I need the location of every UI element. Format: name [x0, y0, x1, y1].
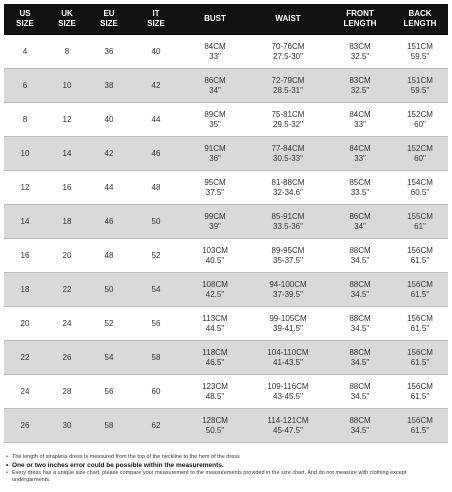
waist-cell — [248, 239, 328, 272]
front-length-cell-inch: 32.5" — [350, 85, 370, 95]
front-length-cell-cm: 88CM — [349, 245, 371, 255]
size-chart-table — [4, 4, 448, 443]
waist-cell — [248, 375, 328, 408]
back-length-cell-inch: 59.5" — [410, 51, 430, 61]
it-size-cell: 56 — [151, 319, 161, 328]
back-length-cell — [392, 307, 448, 340]
eu-size-cell: 48 — [104, 251, 114, 260]
front-length-cell-inch: 33" — [354, 153, 366, 163]
bust-cell — [182, 273, 248, 306]
waist-cell — [248, 35, 328, 68]
bust-cell-inch: 34" — [209, 85, 221, 95]
front-length-cell-inch: 33" — [354, 119, 366, 129]
us-size-cell: 14 — [20, 217, 30, 226]
header-bust: BUST — [204, 14, 226, 23]
uk-size-cell: 22 — [62, 285, 72, 294]
front-length-cell-inch: 34" — [354, 221, 366, 231]
table-row — [4, 273, 448, 307]
bust-cell-inch: 40.5" — [205, 255, 225, 265]
uk-size-cell: 12 — [62, 115, 72, 124]
waist-cell — [248, 409, 328, 442]
table-row — [4, 103, 448, 137]
back-length-cell-cm: 156CM — [407, 381, 433, 391]
eu-size-cell: 44 — [104, 183, 114, 192]
front-length-cell-inch: 34.5" — [350, 425, 370, 435]
it-size-cell: 50 — [151, 217, 161, 226]
bust-cell — [182, 103, 248, 136]
back-length-cell — [392, 103, 448, 136]
us-size-cell: 16 — [20, 251, 30, 260]
table-row — [4, 35, 448, 69]
waist-cell-cm: 104-110CM — [267, 347, 309, 357]
it-size-cell: 52 — [151, 251, 161, 260]
bust-cell — [182, 171, 248, 204]
bust-cell — [182, 239, 248, 272]
front-length-cell-cm: 84CM — [349, 143, 371, 153]
us-size-cell: 22 — [20, 353, 30, 362]
bust-cell — [182, 205, 248, 238]
waist-cell-inch: 27.5-30" — [273, 51, 303, 61]
uk-size-cell: 24 — [62, 319, 72, 328]
header-uk-size: UK SIZE — [58, 9, 76, 28]
it-size-cell: 46 — [151, 149, 161, 158]
note-item — [6, 461, 446, 470]
us-size-cell: 10 — [20, 149, 30, 158]
back-length-cell-cm: 156CM — [407, 415, 433, 425]
bust-cell-cm: 91CM — [204, 143, 226, 153]
front-length-cell-inch: 32.5" — [350, 51, 370, 61]
us-size-cell: 26 — [20, 421, 30, 430]
bust-cell — [182, 307, 248, 340]
it-size-cell: 54 — [151, 285, 161, 294]
waist-cell-cm: 72-79CM — [271, 75, 305, 85]
front-length-cell — [328, 69, 392, 102]
bust-cell-cm: 99CM — [204, 211, 226, 221]
front-length-cell-cm: 84CM — [349, 109, 371, 119]
back-length-cell-cm: 152CM — [407, 109, 433, 119]
note-item — [6, 454, 446, 461]
us-size-cell: 8 — [22, 115, 28, 124]
front-length-cell-cm: 88CM — [349, 381, 371, 391]
bust-cell-inch: 37.5" — [205, 187, 225, 197]
note-item — [6, 470, 446, 484]
front-length-cell — [328, 375, 392, 408]
bust-cell-cm: 95CM — [204, 177, 226, 187]
header-eu-size: EU SIZE — [100, 9, 118, 28]
front-length-cell — [328, 409, 392, 442]
us-size-cell: 18 — [20, 285, 30, 294]
back-length-cell-cm: 154CM — [407, 177, 433, 187]
us-size-cell: 4 — [22, 47, 28, 56]
eu-size-cell: 38 — [104, 81, 114, 90]
bust-cell-inch: 50.5" — [205, 425, 225, 435]
bust-cell — [182, 409, 248, 442]
front-length-cell-inch: 34.5" — [350, 289, 370, 299]
waist-cell-inch: 30.5-33" — [273, 153, 303, 163]
front-length-cell-inch: 34.5" — [350, 357, 370, 367]
waist-cell-inch: 29.5-32" — [273, 119, 303, 129]
front-length-cell-inch: 33.5" — [350, 187, 370, 197]
waist-cell-cm: 89-95CM — [271, 245, 305, 255]
waist-cell-inch: 45-47.5" — [273, 425, 303, 435]
bust-cell — [182, 375, 248, 408]
uk-size-cell: 10 — [62, 81, 72, 90]
notes-section — [6, 454, 446, 484]
back-length-cell — [392, 239, 448, 272]
back-length-cell-inch: 61.5" — [410, 255, 430, 265]
note-text: The length of strapless dress is measured from the top of the neckline to the hem of the dress — [12, 454, 240, 460]
header-it-size: IT SIZE — [147, 9, 165, 28]
back-length-cell-inch: 60" — [414, 153, 426, 163]
bust-cell-cm: 84CM — [204, 41, 226, 51]
eu-size-cell: 50 — [104, 285, 114, 294]
bust-cell-cm: 123CM — [202, 381, 228, 391]
table-row — [4, 239, 448, 273]
back-length-cell-inch: 61.5" — [410, 289, 430, 299]
table-row — [4, 171, 448, 205]
eu-size-cell: 52 — [104, 319, 114, 328]
back-length-cell-inch: 61.5" — [410, 425, 430, 435]
eu-size-cell: 54 — [104, 353, 114, 362]
back-length-cell-inch: 61.5" — [410, 357, 430, 367]
front-length-cell-cm: 83CM — [349, 75, 371, 85]
front-length-cell-cm: 88CM — [349, 279, 371, 289]
note-text: Every dress has a unique size chart, please compare your measurement to the measurements provided in the size chart. And do not measure with clothing except undergarments. — [12, 470, 407, 483]
eu-size-cell: 56 — [104, 387, 114, 396]
back-length-cell — [392, 273, 448, 306]
bust-cell — [182, 69, 248, 102]
waist-cell — [248, 273, 328, 306]
front-length-cell — [328, 103, 392, 136]
bust-cell-inch: 35" — [209, 119, 221, 129]
front-length-cell — [328, 171, 392, 204]
us-size-cell: 20 — [20, 319, 30, 328]
back-length-cell-cm: 156CM — [407, 347, 433, 357]
back-length-cell-cm: 151CM — [407, 41, 433, 51]
back-length-cell-cm: 156CM — [407, 313, 433, 323]
waist-cell-cm: 94-100CM — [269, 279, 307, 289]
front-length-cell — [328, 205, 392, 238]
eu-size-cell: 42 — [104, 149, 114, 158]
front-length-cell — [328, 273, 392, 306]
us-size-cell: 24 — [20, 387, 30, 396]
uk-size-cell: 30 — [62, 421, 72, 430]
back-length-cell — [392, 205, 448, 238]
bust-cell — [182, 341, 248, 374]
waist-cell-cm: 109-116CM — [267, 381, 309, 391]
bust-cell-cm: 128CM — [202, 415, 228, 425]
it-size-cell: 48 — [151, 183, 161, 192]
bust-cell — [182, 35, 248, 68]
back-length-cell — [392, 375, 448, 408]
back-length-cell-inch: 61.5" — [410, 323, 430, 333]
back-length-cell-cm: 151CM — [407, 75, 433, 85]
back-length-cell-cm: 152CM — [407, 143, 433, 153]
front-length-cell-cm: 83CM — [349, 41, 371, 51]
header-us-size: US SIZE — [16, 9, 34, 28]
back-length-cell-inch: 61.5" — [410, 391, 430, 401]
uk-size-cell: 18 — [62, 217, 72, 226]
waist-cell-inch: 28.5-31" — [273, 85, 303, 95]
header-front-length: FRONT LENGTH — [343, 9, 377, 28]
back-length-cell — [392, 409, 448, 442]
bust-cell-cm: 108CM — [202, 279, 228, 289]
waist-cell-inch: 39-41.5" — [273, 323, 303, 333]
back-length-cell-inch: 61" — [414, 221, 426, 231]
bust-cell-inch: 42.5" — [205, 289, 225, 299]
waist-cell — [248, 205, 328, 238]
waist-cell-inch: 35-37.5" — [273, 255, 303, 265]
bust-cell-inch: 36" — [209, 153, 221, 163]
back-length-cell — [392, 35, 448, 68]
bust-cell-inch: 33" — [209, 51, 221, 61]
it-size-cell: 62 — [151, 421, 161, 430]
uk-size-cell: 26 — [62, 353, 72, 362]
back-length-cell-inch: 60.5" — [410, 187, 430, 197]
waist-cell-cm: 77-84CM — [271, 143, 305, 153]
table-row — [4, 137, 448, 171]
bust-cell — [182, 137, 248, 170]
uk-size-cell: 8 — [64, 47, 70, 56]
waist-cell-cm: 70-76CM — [271, 41, 305, 51]
eu-size-cell: 36 — [104, 47, 114, 56]
table-row — [4, 205, 448, 239]
bust-cell-cm: 118CM — [202, 347, 228, 357]
waist-cell-cm: 114-121CM — [267, 415, 309, 425]
back-length-cell-inch: 59.5" — [410, 85, 430, 95]
uk-size-cell: 16 — [62, 183, 72, 192]
front-length-cell — [328, 35, 392, 68]
waist-cell — [248, 307, 328, 340]
bullet-icon: • — [6, 454, 8, 460]
it-size-cell: 40 — [151, 47, 161, 56]
bust-cell-inch: 44.5" — [205, 323, 225, 333]
us-size-cell: 12 — [20, 183, 30, 192]
us-size-cell: 6 — [22, 81, 28, 90]
it-size-cell: 44 — [151, 115, 161, 124]
waist-cell — [248, 137, 328, 170]
back-length-cell-inch: 60" — [414, 119, 426, 129]
front-length-cell-inch: 34.5" — [350, 255, 370, 265]
uk-size-cell: 28 — [62, 387, 72, 396]
waist-cell-inch: 37-39.5" — [273, 289, 303, 299]
waist-cell-inch: 32-34.6" — [273, 187, 303, 197]
front-length-cell-cm: 88CM — [349, 415, 371, 425]
table-row — [4, 375, 448, 409]
waist-cell-inch: 41-43.5" — [273, 357, 303, 367]
table-row — [4, 409, 448, 443]
waist-cell-cm: 75-81CM — [271, 109, 305, 119]
back-length-cell-cm: 156CM — [407, 245, 433, 255]
front-length-cell — [328, 307, 392, 340]
eu-size-cell: 40 — [104, 115, 114, 124]
bust-cell-inch: 46.5" — [205, 357, 225, 367]
bust-cell-cm: 89CM — [204, 109, 226, 119]
table-body — [4, 35, 448, 443]
table-row — [4, 69, 448, 103]
waist-cell-inch: 43-45.5" — [273, 391, 303, 401]
table-row — [4, 307, 448, 341]
waist-cell-cm: 85-91CM — [271, 211, 305, 221]
front-length-cell-inch: 34.5" — [350, 323, 370, 333]
back-length-cell-cm: 156CM — [407, 279, 433, 289]
table-header-row — [4, 4, 448, 35]
front-length-cell-cm: 86CM — [349, 211, 371, 221]
bullet-icon: • — [6, 462, 9, 469]
header-back-length: BACK LENGTH — [403, 9, 437, 28]
waist-cell — [248, 103, 328, 136]
bullet-icon: • — [6, 470, 8, 476]
front-length-cell-cm: 88CM — [349, 313, 371, 323]
eu-size-cell: 46 — [104, 217, 114, 226]
waist-cell-cm: 81-88CM — [271, 177, 305, 187]
front-length-cell — [328, 137, 392, 170]
back-length-cell-cm: 155CM — [407, 211, 433, 221]
it-size-cell: 60 — [151, 387, 161, 396]
it-size-cell: 42 — [151, 81, 161, 90]
waist-cell — [248, 341, 328, 374]
bust-cell-cm: 86CM — [204, 75, 226, 85]
bust-cell-cm: 103CM — [202, 245, 228, 255]
back-length-cell — [392, 341, 448, 374]
waist-cell-inch: 33.5-36" — [273, 221, 303, 231]
uk-size-cell: 14 — [62, 149, 72, 158]
it-size-cell: 58 — [151, 353, 161, 362]
bust-cell-inch: 48.5" — [205, 391, 225, 401]
waist-cell — [248, 171, 328, 204]
bust-cell-inch: 39" — [209, 221, 221, 231]
header-waist: WAIST — [275, 14, 301, 23]
table-row — [4, 341, 448, 375]
waist-cell — [248, 69, 328, 102]
back-length-cell — [392, 137, 448, 170]
waist-cell-cm: 99-105CM — [269, 313, 307, 323]
bust-cell-cm: 113CM — [202, 313, 228, 323]
front-length-cell-cm: 88CM — [349, 347, 371, 357]
front-length-cell-cm: 85CM — [349, 177, 371, 187]
back-length-cell — [392, 171, 448, 204]
uk-size-cell: 20 — [62, 251, 72, 260]
front-length-cell — [328, 341, 392, 374]
front-length-cell-inch: 34.5" — [350, 391, 370, 401]
back-length-cell — [392, 69, 448, 102]
front-length-cell — [328, 239, 392, 272]
note-text: One or two inches error could be possible within the measurements. — [12, 462, 224, 469]
eu-size-cell: 58 — [104, 421, 114, 430]
